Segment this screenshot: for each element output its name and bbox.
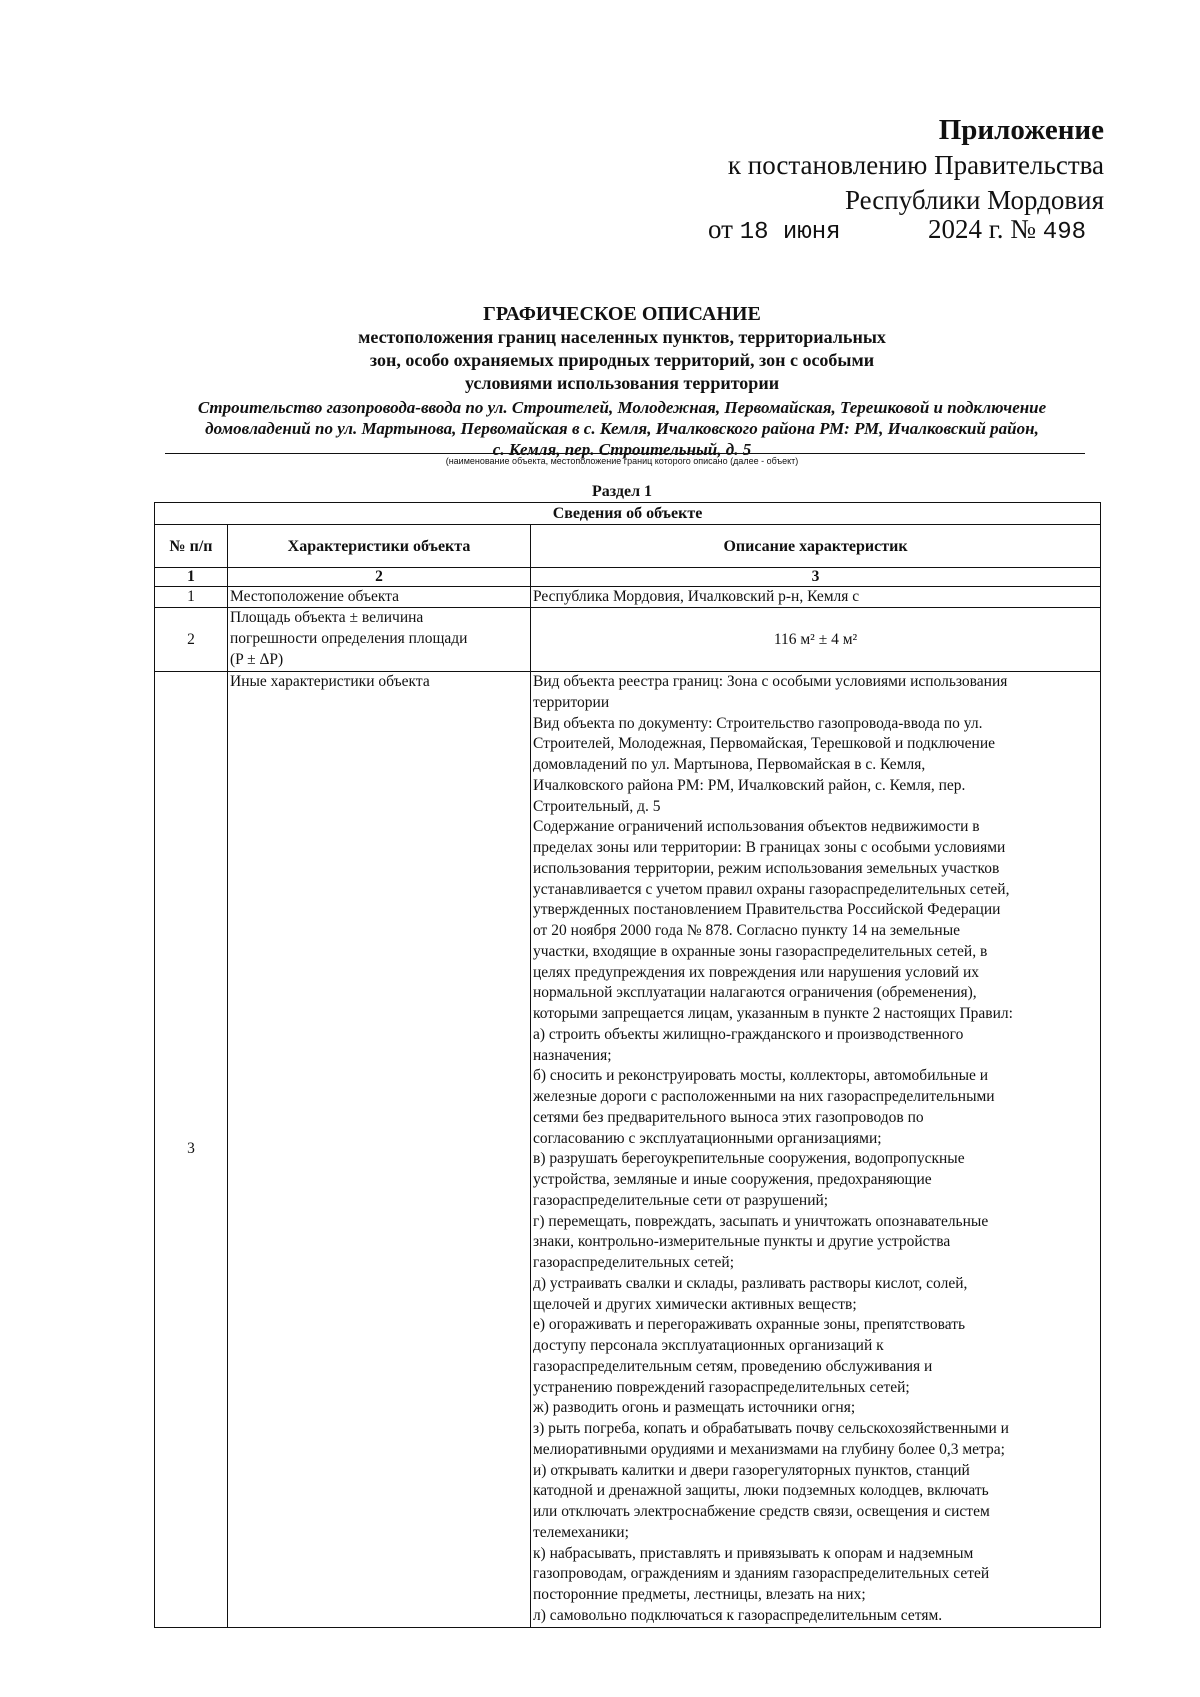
- description-line: территории: [533, 693, 610, 711]
- description-line: Вид объекта реестра границ: Зона с особыми условиями использования: [533, 673, 1008, 690]
- description-line: посторонние предметы, лестницы, влезать на них;: [533, 1586, 866, 1603]
- description-line: домовладений по ул. Мартынова, Первомайская в с. Кемля,: [533, 756, 926, 773]
- row-characteristic: [228, 608, 531, 672]
- row-number: 1: [155, 587, 228, 608]
- description-line: а) строить объекты жилищно-гражданского и производственного: [533, 1025, 964, 1043]
- section-title: Раздел 1: [591, 483, 653, 500]
- row-number: 3: [155, 672, 228, 1628]
- description-line: газораспределительным сетям, проведению обслуживания и: [533, 1357, 933, 1375]
- description-line: Вид объекта по документу: Строительство газопровода-ввода по ул.: [533, 714, 983, 732]
- area-char-line: Площадь объекта ± величина: [230, 609, 424, 626]
- decree-date: 18 июня: [739, 219, 841, 246]
- title-sub-line-1: местоположения границ населенных пунктов, территориальных: [358, 327, 886, 347]
- document-title-block: [152, 302, 1092, 460]
- document-title: ГРАФИЧЕСКОЕ ОПИСАНИЕ: [483, 303, 761, 325]
- description-line: использования территории, режим использования земельных участков: [533, 859, 1000, 877]
- appendix-block: [728, 112, 1104, 218]
- table-caption: Сведения об объекте: [155, 503, 1101, 525]
- object-name-note: (наименование объекта, местоположение границ которого описано (далее - объект): [445, 456, 799, 466]
- column-index-3: 3: [531, 568, 1101, 587]
- row-number: 2: [155, 608, 228, 672]
- description-line: газораспределительных сетей;: [533, 1254, 735, 1271]
- description-line: в) разрушать берегоукрепительные сооружения, водопропускные: [533, 1150, 965, 1168]
- description-line: Содержание ограничений использования объектов недвижимости в: [533, 818, 980, 836]
- column-header-number: № п/п: [155, 525, 228, 568]
- description-line: газораспределительные сети от разрушений;: [533, 1191, 829, 1209]
- description-line: Ичалковского района РМ: РМ, Ичалковский район, с. Кемля, пер.: [533, 776, 966, 794]
- table-caption-row: [155, 503, 1101, 525]
- description-line: железные дороги с расположенными на них газораспределительными: [533, 1088, 995, 1105]
- description-line: устройства, земляные и иные сооружения, предохраняющие: [533, 1171, 932, 1188]
- title-underline: [165, 453, 1085, 454]
- description-line: к) набрасывать, приставлять и привязывать к опорам и надземным: [533, 1544, 974, 1562]
- description-line: назначения;: [533, 1046, 612, 1064]
- area-char-line: погрешности определения площади: [230, 629, 468, 647]
- decree-date-number: [708, 212, 1087, 250]
- description-line: которыми запрещается лицам, указанным в пункте 2 настоящих Правил:: [533, 1005, 1013, 1022]
- table-header-row: [155, 525, 1101, 568]
- column-index-2: 2: [228, 568, 531, 587]
- title-sub-line-2: зон, особо охраняемых природных территорий, зон с особыми: [369, 350, 875, 370]
- year-prefix: 2024 г. №: [928, 214, 1037, 244]
- description-line: знаки, контрольно-измерительные пункты и другие устройства: [533, 1233, 951, 1251]
- description-line: з) рыть погреба, копать и обрабатывать почву сельскохозяйственными и: [533, 1420, 1009, 1437]
- table-row: [155, 672, 1101, 1628]
- description-line: доступу персонала эксплуатационных организаций к: [533, 1337, 884, 1354]
- description-line: газопроводам, ограждениям и зданиям газораспределительных сетей: [533, 1565, 990, 1583]
- decree-number: 498: [1042, 219, 1087, 246]
- date-prefix: от: [708, 214, 733, 244]
- column-header-description: Описание характеристик: [531, 525, 1101, 568]
- description-line: б) сносить и реконструировать мосты, коллекторы, автомобильные и: [533, 1067, 989, 1085]
- description-line: устранению повреждений газораспределительных сетей;: [533, 1378, 910, 1396]
- description-line: д) устраивать свалки и склады, разливать растворы кислот, солей,: [533, 1274, 968, 1292]
- description-line: утвержденных постановлением Правительства Российской Федерации: [533, 901, 1001, 919]
- appendix-line-1: к постановлению Правительства: [727, 150, 1104, 180]
- description-line: согласованию с эксплуатационными организациями;: [533, 1129, 882, 1147]
- description-line: нормальной эксплуатации налагаются ограничения (обременения),: [533, 984, 977, 1002]
- object-name-line-2: домовладений по ул. Мартынова, Первомайская в с. Кемля, Ичалковского района РМ: РМ, Ичалковский район,: [205, 419, 1039, 438]
- description-line: е) огораживать и перегораживать охранные зоны, препятствовать: [533, 1316, 966, 1334]
- row-characteristic: Иные характеристики объекта: [228, 672, 531, 1628]
- object-info-table: [154, 502, 1101, 1628]
- title-sub-line-3: условиями использования территории: [464, 373, 780, 393]
- description-line: сетями без предварительного выноса этих газопроводов по: [533, 1108, 924, 1126]
- table-row: [155, 587, 1101, 608]
- description-line: г) перемещать, повреждать, засыпать и уничтожать опознавательные: [533, 1212, 989, 1230]
- description-line: Строительный, д. 5: [533, 797, 661, 815]
- description-line: от 20 ноября 2000 года № 878. Согласно пункту 14 на земельные: [533, 922, 960, 939]
- description-line: мелиоративными орудиями и механизмами на глубину более 0,3 метра;: [533, 1440, 1005, 1458]
- description-line: телемеханики;: [533, 1523, 629, 1541]
- row-description-area: 116 м² ± 4 м²: [531, 608, 1101, 672]
- row-characteristic: Местоположение объекта: [228, 587, 531, 608]
- column-header-characteristics: Характеристики объекта: [228, 525, 531, 568]
- description-line: ж) разводить огонь и размещать источники огня;: [533, 1399, 856, 1417]
- description-line: участки, входящие в охранные зоны газораспределительных сетей, в: [533, 942, 988, 960]
- row-description-other: [531, 672, 1101, 1628]
- description-line: Строителей, Молодежная, Первомайская, Терешковой и подключение: [533, 735, 996, 753]
- description-line: л) самовольно подключаться к газораспределительным сетям.: [533, 1606, 943, 1624]
- decree-number-wrap: [928, 212, 1086, 250]
- appendix-line-2: Республики Мордовия: [844, 185, 1104, 215]
- table-row: [155, 608, 1101, 672]
- column-index-1: 1: [155, 568, 228, 587]
- column-index-row: [155, 568, 1101, 587]
- description-line: или отключать электроснабжение средств связи, освещения и систем: [533, 1503, 990, 1520]
- description-line: и) открывать калитки и двери газорегуляторных пунктов, станций: [533, 1461, 970, 1479]
- description-line: катодной и дренажной защиты, люки подземных колодцев, включать: [533, 1482, 989, 1500]
- description-line: щелочей и других химически активных веществ;: [533, 1295, 857, 1313]
- description-line: целях предупреждения их повреждения или нарушения условий их: [533, 963, 980, 981]
- row-description: Республика Мордовия, Ичалковский р-н, Кемля с: [531, 587, 1101, 608]
- object-name-line-3: с. Кемля, пер. Строительный, д. 5: [492, 440, 752, 459]
- description-line: устанавливается с учетом правил охраны газораспределительных сетей,: [533, 880, 1010, 898]
- appendix-title: Приложение: [938, 114, 1104, 146]
- object-name-line-1: Строительство газопровода-ввода по ул. Строителей, Молодежная, Первомайская, Терешковой и подключение: [197, 398, 1047, 417]
- description-line: пределах зоны или территории: В границах зоны с особыми условиями: [533, 839, 1006, 856]
- area-char-line: (P ± ΔP): [230, 650, 284, 668]
